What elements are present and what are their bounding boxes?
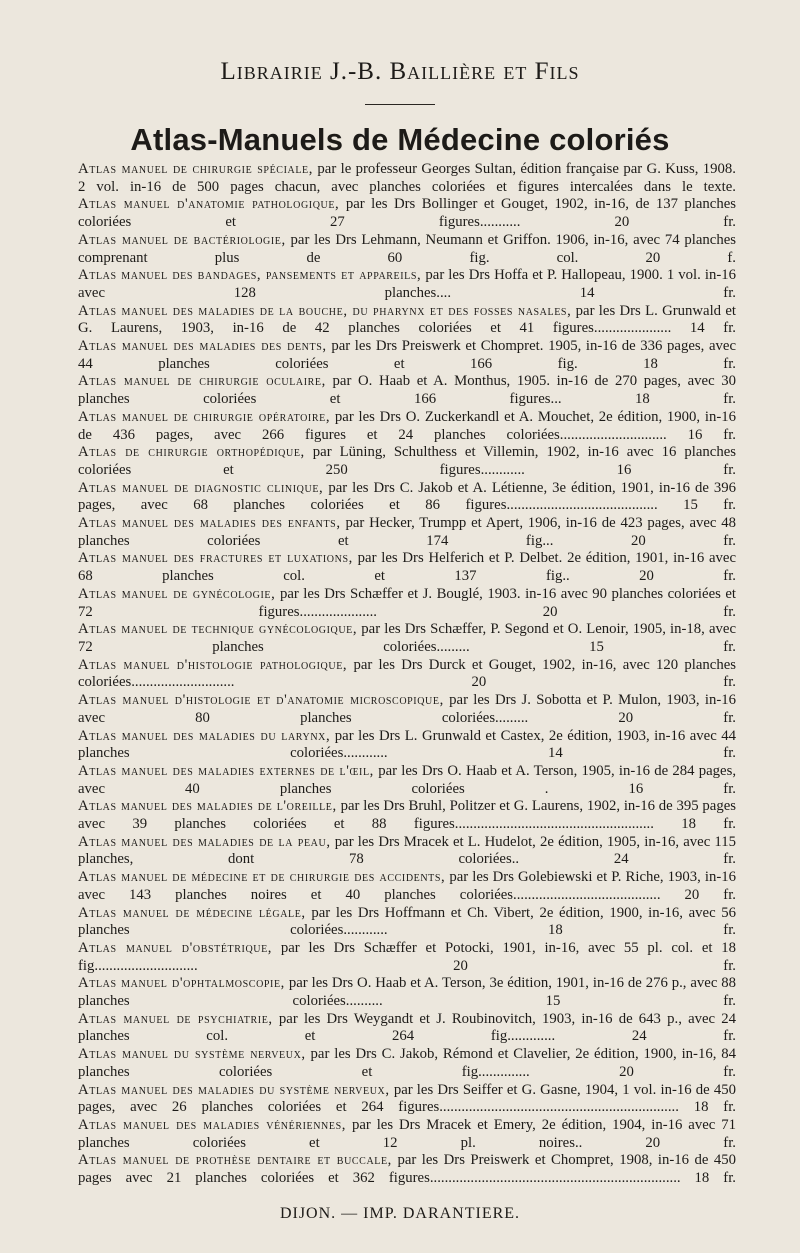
entry-heading: Atlas manuel de technique gynécologique, <box>78 621 358 638</box>
entry-text: par les Drs Hoffa et P. Hallopeau, 1900. 1 vol. in-16 avec 128 planches.... 14 fr. <box>78 267 736 301</box>
catalog-entry <box>78 373 736 408</box>
entry-text: par les Drs Mracek et Emery, 2e édition, 1904, in-16 avec 71 planches coloriées et 12 pl. noires.. 20 fr. <box>78 1116 736 1151</box>
entry-text: par Hecker, Trumpp et Apert, 1906, in-16 de 423 pages, avec 48 planches coloriées et 174 fig... 20 fr. <box>78 515 737 549</box>
printer-footer: DIJON. — IMP. DARANTIERE. <box>279 1205 521 1222</box>
entry-text: par les Drs Lehmann, Neumann et Griffon. 1906, in-16, avec 74 planches comprenant plus de 60 fig. col. 20 f. <box>78 231 737 266</box>
entry-heading: Atlas manuel de gynécologie, <box>78 585 276 602</box>
catalog-entry <box>78 232 736 267</box>
catalog-entry <box>78 267 736 302</box>
catalog-entry <box>78 869 736 904</box>
entry-text: par les Drs O. Haab et A. Terson, 3e édition, 1901, in-16 de 276 p., avec 88 planches coloriées.......... 15 fr. <box>78 975 737 1010</box>
entry-text: par les Drs Golebiewski et P. Riche, 1903, in-16 avec 143 planches noires et 40 planches coloriées........................................ 20 fr. <box>78 869 736 903</box>
catalog-entry <box>78 728 736 763</box>
catalog-entry <box>78 940 736 975</box>
catalog-entry <box>78 586 736 621</box>
entry-heading: Atlas manuel d'obstétrique, <box>78 939 273 956</box>
entry-text: par les Drs Seiffer et G. Gasne, 1904, 1 vol. in-16 de 450 pages, avec 26 planches coloriées et 264 figures................................................................. 18 fr. <box>78 1081 736 1116</box>
catalog-entry <box>78 480 736 515</box>
catalog-entry <box>78 1011 736 1046</box>
entry-text: par les Drs Weygandt et J. Roubinovitch, 1903, in-16 de 643 p., avec 24 planches col. et 264 fig............. 24 fr. <box>78 1010 737 1045</box>
entry-heading: Atlas manuel des fractures et luxations, <box>78 550 353 567</box>
catalog-entry <box>78 834 736 869</box>
entry-heading: Atlas manuel d'ophtalmoscopie, <box>78 975 285 992</box>
catalog-entry <box>78 975 736 1010</box>
catalog-entry <box>78 905 736 940</box>
entry-heading: Atlas manuel des maladies des dents, <box>78 338 327 355</box>
catalog-entry <box>78 444 736 479</box>
catalog-entry <box>78 1082 736 1117</box>
catalog-entry <box>78 303 736 338</box>
entry-text: par les Drs Schæffer et J. Bouglé, 1903. in-16 avec 90 planches coloriées et 72 figures..................... 20 fr. <box>78 585 737 620</box>
catalog-entry <box>78 338 736 373</box>
catalog-entry <box>78 515 736 550</box>
entry-heading: Atlas manuel d'histologie pathologique, <box>78 656 348 673</box>
entry-heading: Atlas manuel de bactériologie, <box>78 231 286 248</box>
entry-heading: Atlas manuel des maladies de la peau, <box>78 833 331 850</box>
entry-heading: Atlas manuel du système nerveux, <box>78 1046 306 1063</box>
catalog-entry <box>78 409 736 444</box>
entry-text: par les Drs Durck et Gouget, 1902, in-16, avec 120 planches coloriées............................ 20 fr. <box>78 656 736 691</box>
catalog-entry <box>78 196 736 231</box>
entry-text: par les Drs O. Haab et A. Terson, 1905, in-16 de 284 pages, avec 40 planches coloriées . 16 fr. <box>78 762 737 797</box>
page-title: Atlas-Manuels de Médecine coloriés <box>130 122 670 157</box>
catalog-entry <box>78 550 736 585</box>
catalog-entry <box>78 657 736 692</box>
entry-heading: Atlas manuel d'anatomie pathologique, <box>78 196 340 213</box>
entry-list <box>78 161 736 1188</box>
publisher-header: Librairie J.-B. Baillière et Fils <box>220 58 580 85</box>
entry-text: par les Drs Bruhl, Politzer et G. Laurens, 1902, in-16 de 395 pages avec 39 planches coloriées et 88 figures...................................................... 18 fr. <box>78 798 736 833</box>
entry-text: par les Drs C. Jakob, Rémond et Clavelier, 2e édition, 1900, in-16, 84 planches coloriées et fig.............. 20 fr. <box>78 1046 736 1080</box>
entry-heading: Atlas manuel de psychiatrie, <box>78 1010 273 1027</box>
entry-text: par les Drs Preiswerk et Chompret. 1905, in-16 de 336 pages, avec 44 planches coloriées et 166 fig. 18 fr. <box>78 338 736 372</box>
entry-text: par les Drs Schæffer, P. Segond et O. Lenoir, 1905, in-18, avec 72 planches coloriées......... 15 fr. <box>78 621 736 655</box>
entry-heading: Atlas manuel des maladies externes de l'œil, <box>78 762 374 779</box>
entry-heading: Atlas manuel des maladies vénériennes, <box>78 1116 347 1133</box>
entry-heading: Atlas manuel des bandages, pansements et appareils, <box>78 267 422 284</box>
entry-text: par les Drs L. Grunwald et Castex, 2e édition, 1903, in-16 avec 44 planches coloriées............ 14 fr. <box>78 727 737 762</box>
catalog-entry <box>78 621 736 656</box>
catalog-entry <box>78 1152 736 1187</box>
entry-text: par les Drs Helferich et P. Delbet. 2e édition, 1901, in-16 avec 68 planches col. et 137 fig.. 20 fr. <box>78 550 737 585</box>
catalog-entry <box>78 1117 736 1152</box>
entry-heading: Atlas manuel de chirurgie spéciale, <box>78 161 314 177</box>
entry-text: par Lüning, Schulthess et Villemin, 1902, in-16 avec 16 planches coloriées et 250 figures............ 16 fr. <box>78 444 736 478</box>
entry-heading: Atlas manuel de diagnostic clinique, <box>78 479 324 496</box>
entry-heading: Atlas manuel des maladies de l'oreille, <box>78 798 337 815</box>
entry-text: par les Drs L. Grunwald et G. Laurens, 1903, in-16 de 42 planches coloriées et 41 figures..................... 14 fr. <box>78 302 736 337</box>
entry-text: par les Drs Preiswerk et Chompret, 1908, in-16 de 450 pages avec 21 planches coloriées et 362 figures.................................................................... 18 fr. <box>78 1152 737 1187</box>
entry-text: par les Drs O. Zuckerkandl et A. Mouchet, 2e édition, 1900, in-16 de 436 pages, avec 266 figures et 24 planches coloriées............................. 16 fr. <box>78 408 736 443</box>
catalog-entry <box>78 692 736 727</box>
entry-heading: Atlas manuel de chirurgie oculaire, <box>78 373 326 390</box>
entry-heading: Atlas manuel de médecine légale, <box>78 904 306 921</box>
entry-heading: Atlas manuel des maladies du système nerveux, <box>78 1081 390 1098</box>
entry-heading: Atlas manuel des maladies des enfants, <box>78 515 341 532</box>
catalog-entry <box>78 161 736 196</box>
catalog-entry <box>78 1046 736 1081</box>
entry-heading: Atlas manuel de prothèse dentaire et buccale, <box>78 1152 392 1169</box>
entry-heading: Atlas manuel des maladies de la bouche, du pharynx et des fosses nasales, <box>78 302 572 319</box>
entry-heading: Atlas manuel de médecine et de chirurgie des accidents, <box>78 869 446 886</box>
entry-heading: Atlas manuel d'histologie et d'anatomie microscopique, <box>78 692 444 709</box>
entry-heading: Atlas de chirurgie orthopédique, <box>78 444 305 461</box>
catalog-entry <box>78 798 736 833</box>
entry-text: par le professeur Georges Sultan, édition française par G. Kuss, 1908. 2 vol. in-16 de 500 pages chacun, avec planches coloriées et figures intercalées dans le texte. <box>78 161 736 195</box>
entry-text: par O. Haab et A. Monthus, 1905. in-16 de 270 pages, avec 30 planches coloriées et 166 figures... 18 fr. <box>78 373 736 408</box>
entry-text: par les Drs Mracek et L. Hudelot, 2e édition, 1905, in-16, avec 115 planches, dont 78 coloriées.. 24 fr. <box>78 833 736 868</box>
entry-text: par les Drs C. Jakob et A. Létienne, 3e édition, 1901, in-16 de 396 pages, avec 68 planches coloriées et 86 figures......................................... 15 fr. <box>78 479 737 514</box>
entry-text: par les Drs J. Sobotta et P. Mulon, 1903, in-16 avec 80 planches coloriées......... 20 fr. <box>78 692 736 726</box>
entry-text: par les Drs Hoffmann et Ch. Vibert, 2e édition, 1900, in-16, avec 56 planches coloriées............ 18 fr. <box>78 904 736 939</box>
entry-text: par les Drs Bollinger et Gouget, 1902, in-16, de 137 planches coloriées et 27 figures........... 20 fr. <box>78 196 737 231</box>
catalog-entry <box>78 763 736 798</box>
entry-heading: Atlas manuel des maladies du larynx, <box>78 727 331 744</box>
header-rule <box>365 104 435 105</box>
entry-text: par les Drs Schæffer et Potocki, 1901, in-16, avec 55 pl. col. et 18 fig............................ 20 fr. <box>78 939 737 974</box>
entry-heading: Atlas manuel de chirurgie opératoire, <box>78 408 331 425</box>
